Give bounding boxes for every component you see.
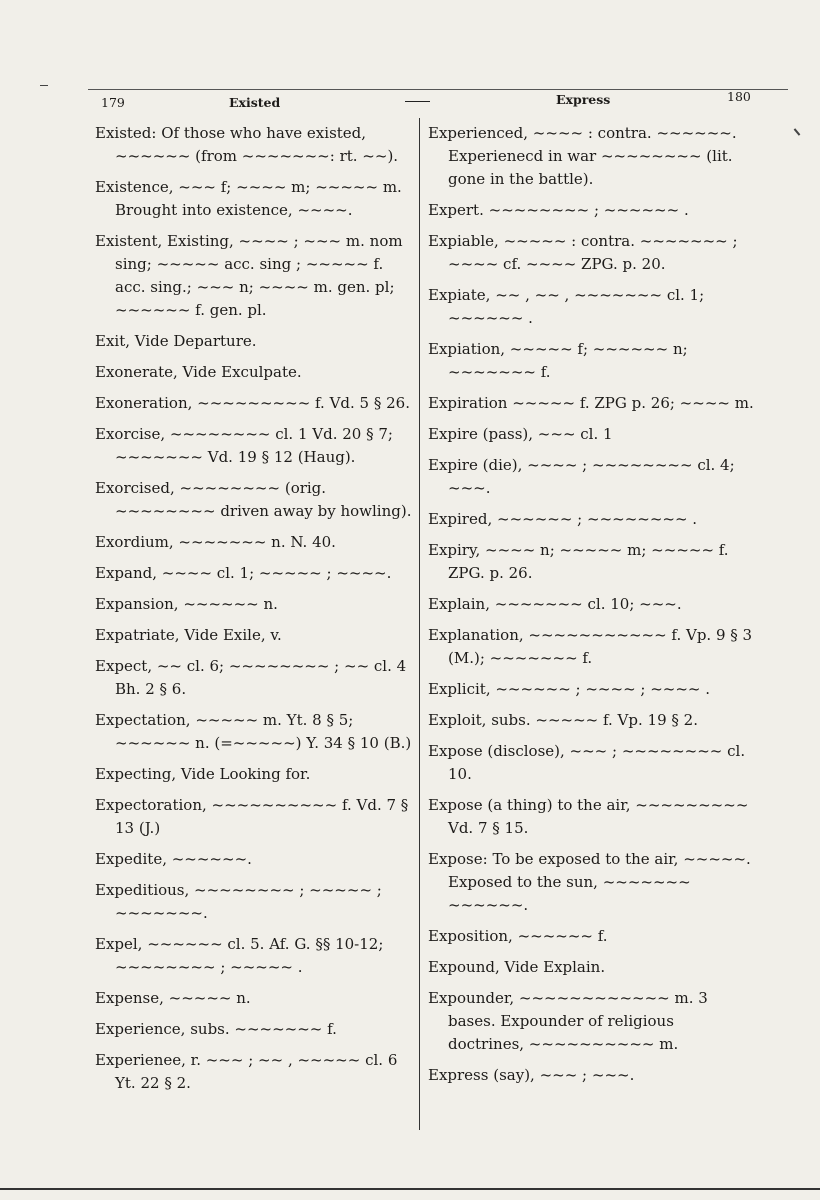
header-rule <box>88 89 788 90</box>
entry-expedite: Expedite, ~~~~~~. <box>95 850 252 868</box>
entry-exonerate: Exonerate, Vide Exculpate. <box>95 363 302 381</box>
entry-expecting: Expecting, Vide Looking for. <box>95 765 311 783</box>
entry-explicit: Explicit, ~~~~~~ ; ~~~~ ; ~~~~ . <box>428 680 711 698</box>
entry-expiration: Expiration ~~~~~ f. ZPG p. 26; ~~~~ m. <box>428 394 754 412</box>
entry-expiry: Expiry, ~~~~ n; ~~~~~ m; ~~~~~ f. ZPG. p. 26. <box>428 541 729 582</box>
entry-expatriate: Expatriate, Vide Exile, v. <box>95 626 282 644</box>
entry-expose-disclose: Expose (disclose), ~~~ ; ~~~~~~~~ cl. 10. <box>428 742 746 783</box>
entry-existence: Existence, ~~~ f; ~~~~ m; ~~~~~ m. Brought into existence, ~~~~. <box>95 178 402 219</box>
entry-explanation: Explanation, ~~~~~~~~~~~ f. Vp. 9 § 3 (M.); ~~~~~~~ f. <box>428 626 753 667</box>
entry-exploit: Exploit, subs. ~~~~~ f. Vp. 19 § 2. <box>428 711 698 729</box>
entry-expeditious: Expeditious, ~~~~~~~~ ; ~~~~~ ; ~~~~~~~. <box>95 881 382 922</box>
entry-expose-air: Expose: To be exposed to the air, ~~~~~. Exposed to the sun, ~~~~~~~ ~~~~~~. <box>428 850 751 914</box>
entry-expectoration: Expectoration, ~~~~~~~~~~ f. Vd. 7 § 13 (J.) <box>95 796 409 837</box>
entry-exposition: Exposition, ~~~~~~ f. <box>428 927 608 945</box>
entry-expose-thing: Expose (a thing) to the air, ~~~~~~~~~ Vd. 7 § 15. <box>428 796 749 837</box>
left-page-number: 179 <box>101 95 125 110</box>
entry-exorcise: Exorcise, ~~~~~~~~ cl. 1 Vd. 20 § 7; ~~~~~~~ Vd. 19 § 12 (Haug). <box>95 425 393 466</box>
entry-expiate: Expiate, ~~ , ~~ , ~~~~~~~ cl. 1; ~~~~~~ . <box>428 286 705 327</box>
entry-expel: Expel, ~~~~~~ cl. 5. Af. G. §§ 10-12; ~~~~~~~~ ; ~~~~~ . <box>95 935 384 976</box>
entry-existent: Existent, Existing, ~~~~ ; ~~~ m. nom sing; ~~~~~ acc. sing ; ~~~~~ f. acc. sing.; ~~~ n; ~~~~ m. gen. pl; ~~~~~~ f. gen. pl. <box>95 232 403 319</box>
entry-exorcised: Exorcised, ~~~~~~~~ (orig. ~~~~~~~~ driven away by howling). <box>95 479 412 520</box>
top-left-mark <box>40 85 48 86</box>
entry-expansion: Expansion, ~~~~~~ n. <box>95 595 278 613</box>
page-bottom-edge <box>0 1188 820 1190</box>
entry-explain: Explain, ~~~~~~~ cl. 10; ~~~. <box>428 595 682 613</box>
entry-expiable: Expiable, ~~~~~ : contra. ~~~~~~~ ; ~~~~ cf. ~~~~ ZPG. p. 20. <box>428 232 738 273</box>
left-column <box>95 122 413 1103</box>
left-guide-word: Existed <box>229 95 281 110</box>
right-column <box>428 122 754 1095</box>
entry-experience: Experience, subs. ~~~~~~~ f. <box>95 1020 337 1038</box>
entry-expand: Expand, ~~~~ cl. 1; ~~~~~ ; ~~~~. <box>95 564 392 582</box>
entry-experienced: Experienced, ~~~~ : contra. ~~~~~~. Experienecd in war ~~~~~~~~ (lit. gone in the battle). <box>428 124 737 188</box>
entry-exoneration: Exoneration, ~~~~~~~~~ f. Vd. 5 § 26. <box>95 394 410 412</box>
entry-existed: Existed: Of those who have existed, ~~~~~~ (from ~~~~~~~: rt. ~~). <box>95 124 399 165</box>
entry-expire-pass: Expire (pass), ~~~ cl. 1 <box>428 425 613 443</box>
entry-expectation: Expectation, ~~~~~ m. Yt. 8 § 5; ~~~~~~ n. (=~~~~~) Y. 34 § 10 (B.) <box>95 711 412 752</box>
entry-expect: Expect, ~~ cl. 6; ~~~~~~~~ ; ~~ cl. 4 Bh. 2 § 6. <box>95 657 407 698</box>
entry-exit: Exit, Vide Departure. <box>95 332 257 350</box>
column-divider <box>419 118 420 1130</box>
entry-exordium: Exordium, ~~~~~~~ n. N. 40. <box>95 533 336 551</box>
entry-experienee: Experienee, r. ~~~ ; ~~ , ~~~~~ cl. 6 Yt. 22 § 2. <box>95 1051 398 1092</box>
right-page-number: 180 <box>727 89 751 104</box>
entry-expound: Expound, Vide Explain. <box>428 958 606 976</box>
entry-expired: Expired, ~~~~~~ ; ~~~~~~~~ . <box>428 510 698 528</box>
entry-expense: Expense, ~~~~~ n. <box>95 989 251 1007</box>
right-guide-word: Express <box>556 92 611 107</box>
entry-expire-die: Expire (die), ~~~~ ; ~~~~~~~~ cl. 4; ~~~. <box>428 456 735 497</box>
header-dash <box>405 101 430 102</box>
entry-express: Express (say), ~~~ ; ~~~. <box>428 1066 635 1084</box>
entry-expounder: Expounder, ~~~~~~~~~~~~ m. 3 bases. Expounder of religious doctrines, ~~~~~~~~~~ m. <box>428 989 708 1053</box>
entry-expiation: Expiation, ~~~~~ f; ~~~~~~ n; ~~~~~~~ f. <box>428 340 688 381</box>
entry-expert: Expert. ~~~~~~~~ ; ~~~~~~ . <box>428 201 689 219</box>
corner-mark <box>794 128 801 135</box>
